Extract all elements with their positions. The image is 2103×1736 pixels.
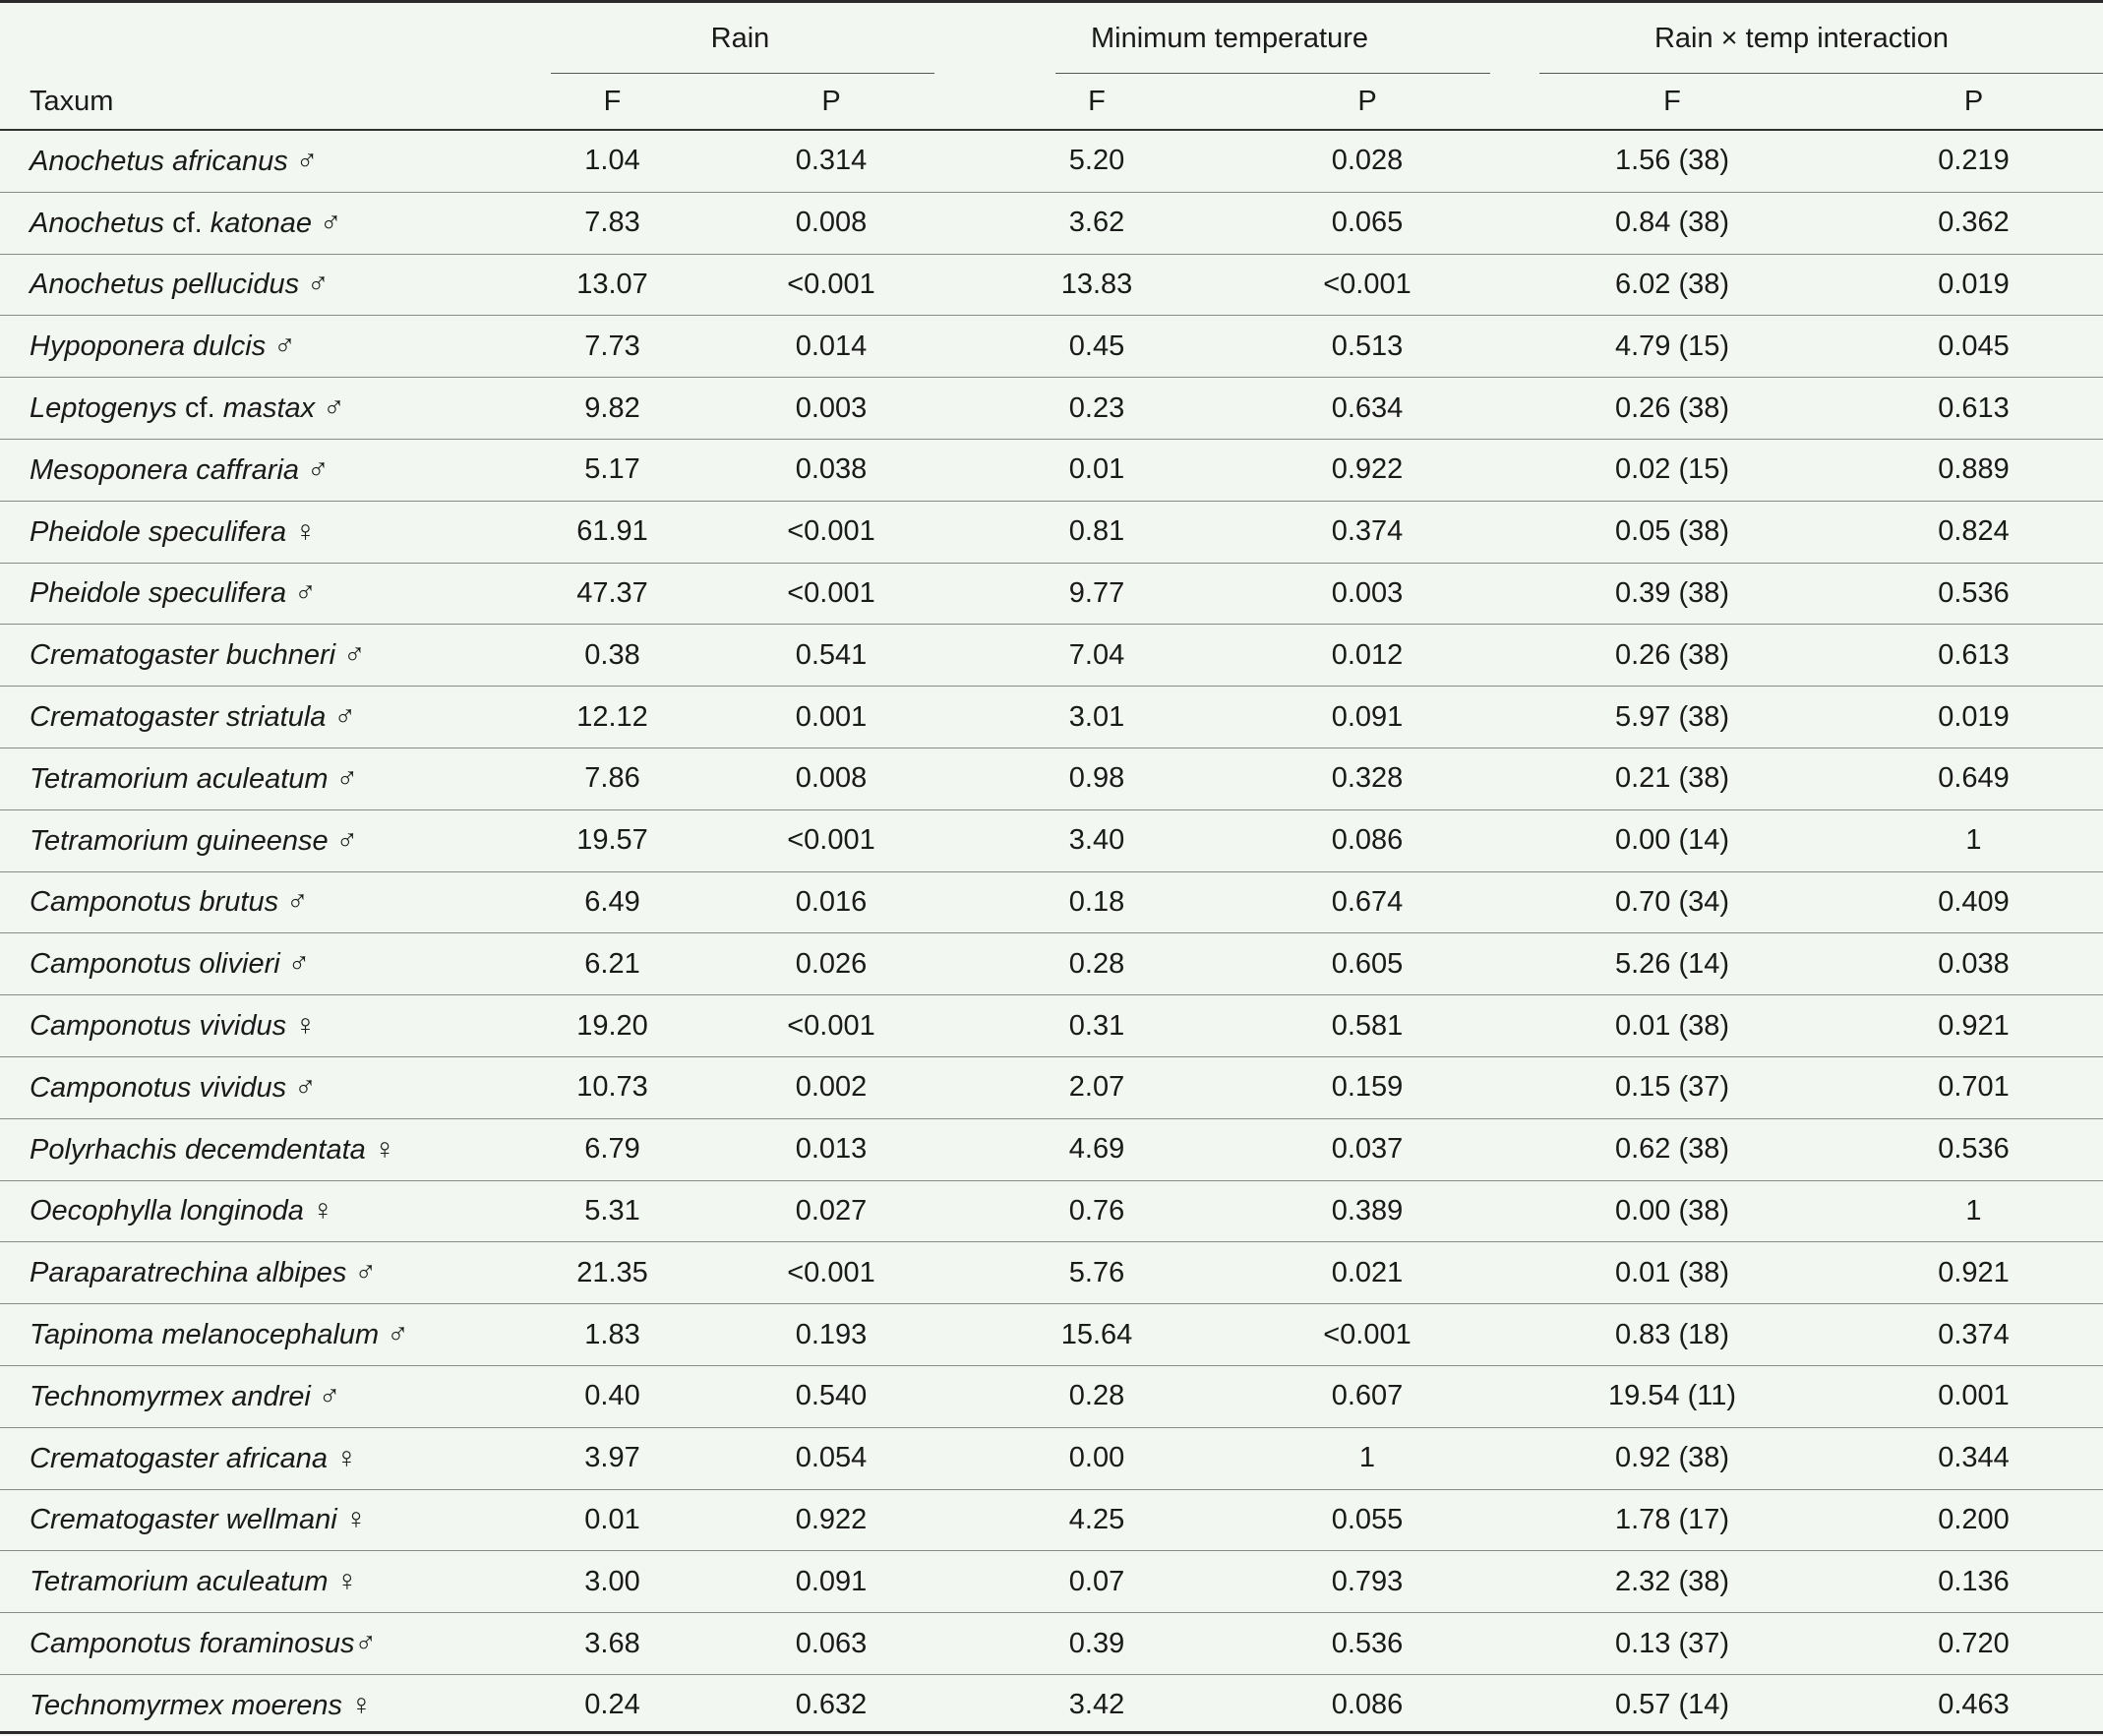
sex-symbol: ♂ [294,1070,317,1104]
temp-p-cell: 0.065 [1234,192,1500,254]
interaction-f-cell: 0.26 (38) [1500,625,1844,687]
temp-f-cell: 3.62 [959,192,1234,254]
temp-f-cell: 2.07 [959,1056,1234,1118]
interaction-f-cell: 5.97 (38) [1500,687,1844,748]
taxon-cell [0,995,521,1057]
table-row [0,130,2103,192]
sex-symbol: ♂ [320,206,342,239]
temp-p-cell: 0.607 [1234,1365,1500,1427]
temp-f-cell: 13.83 [959,254,1234,316]
interaction-f-cell: 0.70 (34) [1500,871,1844,933]
taxon-cell [0,563,521,625]
interaction-f-header: F [1500,74,1844,130]
temp-f-cell: 5.76 [959,1242,1234,1304]
sex-symbol: ♂ [307,268,330,301]
interaction-group-rule [1539,73,2103,74]
taxon-cell [0,1427,521,1489]
interaction-f-cell: 4.79 (15) [1500,316,1844,378]
taxon-cell [0,316,521,378]
rain-p-cell: <0.001 [703,563,959,625]
taxon-name: Tetramorium guineense [30,824,329,857]
taxon-cell [0,1613,521,1675]
table-row [0,687,2103,748]
min-temp-group-header [959,3,1500,74]
interaction-f-cell: 0.21 (38) [1500,748,1844,809]
interaction-p-cell: 0.701 [1844,1056,2103,1118]
sex-symbol: ♂ [323,391,345,425]
rain-p-cell: 0.193 [703,1304,959,1366]
temp-f-cell: 7.04 [959,625,1234,687]
taxon-name: Camponotus olivieri [30,948,280,981]
temp-p-cell: <0.001 [1234,1304,1500,1366]
column-header-row [0,74,2103,130]
taxon-name: Leptogenys [30,392,177,425]
sex-symbol: ♂ [286,885,309,919]
temp-f-cell: 3.40 [959,809,1234,871]
rain-f-cell: 0.24 [584,1689,640,1721]
rain-f-cell: 5.17 [521,439,703,501]
temp-p-cell: 0.028 [1234,130,1500,192]
interaction-p-cell: 0.824 [1844,501,2103,563]
taxon-name: Hypoponera dulcis [30,330,267,363]
taxon-epithet: katonae [210,207,312,239]
taxon-name: Camponotus vividus [30,1071,287,1104]
taxon-cell [0,439,521,501]
taxon-column-header: Taxum [0,74,521,130]
interaction-f-cell: 0.01 (38) [1500,995,1844,1057]
temp-f-cell: 15.64 [959,1304,1234,1366]
sex-symbol: ♂ [354,1256,377,1289]
sex-symbol: ♀ [350,1688,373,1721]
interaction-p-cell: 0.613 [1844,625,2103,687]
interaction-f-cell: 1.78 (17) [1500,1489,1844,1551]
temp-f-cell: 0.18 [959,871,1234,933]
taxon-name: Tetramorium aculeatum [30,1566,329,1598]
taxon-qualifier: cf. [164,207,210,239]
taxon-name: Technomyrmex moerens [30,1689,343,1721]
temp-p-cell: 0.793 [1234,1551,1500,1613]
sex-symbol: ♂ [387,1318,409,1351]
temp-p-cell: 0.374 [1234,501,1500,563]
table-row [0,995,2103,1057]
rain-p-cell: 0.054 [703,1427,959,1489]
interaction-p-cell: 0.344 [1844,1427,2103,1489]
temp-p-cell: 0.536 [1234,1613,1500,1675]
temp-p-cell: 0.634 [1234,378,1500,440]
taxon-cell [0,378,521,440]
table-row [0,1242,2103,1304]
rain-f-cell: 3.97 [521,1427,703,1489]
table-row [0,625,2103,687]
temp-f-cell: 3.42 [1068,1689,1125,1721]
temp-p-cell: 0.055 [1234,1489,1500,1551]
taxon-cell [0,748,521,809]
temp-f-cell: 3.01 [959,687,1234,748]
interaction-group-header [1500,3,2103,74]
rain-p-header: P [703,74,959,130]
table-body [0,130,2103,1736]
interaction-f-cell: 0.84 (38) [1500,192,1844,254]
table-row [0,809,2103,871]
taxon-name: Anochetus africanus [30,145,288,177]
table-row [0,1551,2103,1613]
taxon-cell [0,1674,521,1735]
interaction-p-cell: 0.921 [1844,1242,2103,1304]
interaction-f-cell: 0.39 (38) [1500,563,1844,625]
taxon-name: Anochetus pellucidus [30,269,300,301]
rain-p-cell: 0.922 [703,1489,959,1551]
temp-f-header: F [959,74,1234,130]
table-row [0,1056,2103,1118]
table-header [0,3,2103,130]
interaction-f-cell: 0.57 (14) [1614,1689,1730,1721]
taxon-cell [0,1304,521,1366]
rain-f-cell: 6.79 [521,1118,703,1180]
temp-p-cell: 0.328 [1234,748,1500,809]
rain-p-cell: <0.001 [703,809,959,871]
interaction-p-cell: 0.409 [1844,871,2103,933]
rain-f-cell: 47.37 [521,563,703,625]
sex-symbol: ♂ [333,700,356,734]
interaction-p-header: P [1844,74,2103,130]
taxon-name: Crematogaster striatula [30,701,327,734]
taxon-cell [0,1056,521,1118]
temp-f-cell: 0.76 [959,1180,1234,1242]
table-row [0,933,2103,995]
temp-f-cell: 0.31 [959,995,1234,1057]
rain-f-cell: 19.20 [521,995,703,1057]
taxon-cell [0,1242,521,1304]
rain-group-rule [551,73,934,74]
temp-f-cell: 0.98 [959,748,1234,809]
table-row [0,1365,2103,1427]
rain-group-header [521,3,959,74]
sex-symbol: ♂ [294,576,317,610]
interaction-p-cell: 0.045 [1844,316,2103,378]
taxon-cell [0,625,521,687]
sex-symbol: ♂ [287,947,311,981]
temp-p-cell: 0.086 [1331,1689,1404,1721]
rain-f-cell: 0.01 [521,1489,703,1551]
interaction-p-cell: 0.536 [1844,1118,2103,1180]
taxon-cell [0,933,521,995]
taxon-cell [0,501,521,563]
taxon-cell [0,809,521,871]
rain-f-cell: 13.07 [521,254,703,316]
rain-f-cell: 0.40 [521,1365,703,1427]
temp-f-cell: 4.25 [959,1489,1234,1551]
rain-f-cell: 7.83 [521,192,703,254]
taxon-cell [0,254,521,316]
interaction-f-cell: 0.83 (18) [1500,1304,1844,1366]
interaction-p-cell: 0.019 [1844,687,2103,748]
temp-p-cell: 0.003 [1234,563,1500,625]
rain-p-cell: 0.540 [703,1365,959,1427]
table-row [0,192,2103,254]
interaction-p-cell: 0.613 [1844,378,2103,440]
temp-p-cell: 0.037 [1234,1118,1500,1180]
table-row [0,316,2103,378]
interaction-f-cell: 19.54 (11) [1500,1365,1844,1427]
interaction-p-cell: 0.921 [1844,995,2103,1057]
sex-symbol: ♂ [273,329,296,363]
taxon-cell [0,1365,521,1427]
interaction-p-cell: 0.536 [1844,563,2103,625]
rain-f-cell: 19.57 [521,809,703,871]
rain-p-cell: 0.038 [703,439,959,501]
interaction-p-cell: 1 [1844,1180,2103,1242]
rain-f-cell: 12.12 [521,687,703,748]
sex-symbol: ♀ [335,1565,359,1598]
rain-f-header: F [521,74,703,130]
rain-f-cell: 9.82 [521,378,703,440]
sex-symbol: ♂ [318,1379,341,1412]
rain-p-cell: 0.632 [795,1689,868,1721]
interaction-p-cell: 0.200 [1844,1489,2103,1551]
temp-p-cell: 0.086 [1234,809,1500,871]
min-temp-group-label: Minimum temperature [1090,23,1369,54]
taxon-name: Technomyrmex andrei [30,1380,311,1412]
interaction-f-cell: 6.02 (38) [1500,254,1844,316]
table-row [0,871,2103,933]
min-temp-group-rule [1055,73,1490,74]
interaction-p-cell: 0.038 [1844,933,2103,995]
rain-p-cell: 0.027 [703,1180,959,1242]
temp-f-cell: 0.28 [959,933,1234,995]
taxon-name: Anochetus [30,207,165,239]
temp-f-cell: 0.07 [959,1551,1234,1613]
temp-p-cell: 0.513 [1234,316,1500,378]
sex-symbol: ♀ [344,1503,368,1536]
taxon-name: Camponotus brutus [30,886,279,919]
rain-f-cell: 6.21 [521,933,703,995]
table-row [0,254,2103,316]
table-row [0,1118,2103,1180]
rain-f-cell: 3.68 [521,1613,703,1675]
taxon-cell [0,687,521,748]
sex-symbol: ♂ [354,1627,377,1660]
interaction-p-cell: 1 [1844,809,2103,871]
rain-p-cell: <0.001 [703,1242,959,1304]
temp-f-cell: 0.81 [959,501,1234,563]
sex-symbol: ♀ [335,1441,358,1474]
temp-p-cell: 0.159 [1234,1056,1500,1118]
rain-p-cell: 0.002 [703,1056,959,1118]
rain-p-cell: 0.063 [703,1613,959,1675]
rain-group-label: Rain [710,23,770,54]
rain-p-cell: <0.001 [703,254,959,316]
rain-f-cell: 1.83 [521,1304,703,1366]
temp-f-cell: 0.39 [959,1613,1234,1675]
rain-p-cell: 0.001 [703,687,959,748]
table-row [0,378,2103,440]
sex-symbol: ♂ [335,823,359,857]
temp-p-cell: 0.922 [1234,439,1500,501]
sex-symbol: ♂ [343,638,366,672]
rain-p-cell: 0.008 [703,192,959,254]
taxon-name: Tetramorium aculeatum [30,762,329,795]
taxon-cell [0,1118,521,1180]
taxon-name: Pheidole speculifera [30,577,287,610]
sex-symbol: ♀ [294,1009,317,1043]
temp-p-cell: 0.021 [1234,1242,1500,1304]
sex-symbol: ♂ [335,761,359,795]
table-row [0,501,2103,563]
rain-f-cell: 7.86 [521,748,703,809]
temp-p-header: P [1234,74,1500,130]
interaction-f-cell: 0.00 (38) [1500,1180,1844,1242]
interaction-f-cell: 0.62 (38) [1500,1118,1844,1180]
temp-f-cell: 0.01 [959,439,1234,501]
temp-p-cell: 0.581 [1234,995,1500,1057]
taxon-cell [0,1489,521,1551]
temp-p-cell: 0.389 [1234,1180,1500,1242]
rain-p-cell: 0.014 [703,316,959,378]
sex-symbol: ♂ [307,452,330,486]
taxon-cell [0,1180,521,1242]
results-table [0,3,2103,1736]
taxon-name: Tapinoma melanocephalum [30,1319,380,1351]
temp-f-cell: 0.00 [959,1427,1234,1489]
sex-symbol: ♂ [295,144,319,177]
taxon-name: Oecophylla longinoda [30,1195,304,1227]
rain-p-cell: 0.314 [703,130,959,192]
taxon-cell [0,130,521,192]
rain-f-cell: 10.73 [521,1056,703,1118]
taxon-name: Mesoponera caffraria [30,453,300,486]
rain-p-cell: 0.013 [703,1118,959,1180]
rain-f-cell: 61.91 [521,501,703,563]
table-row [0,1427,2103,1489]
interaction-f-cell: 0.02 (15) [1500,439,1844,501]
interaction-f-cell: 0.13 (37) [1500,1613,1844,1675]
temp-f-cell: 0.28 [959,1365,1234,1427]
rain-p-cell: 0.091 [703,1551,959,1613]
rain-p-cell: 0.026 [703,933,959,995]
rain-p-cell: <0.001 [703,995,959,1057]
temp-p-cell: 0.012 [1234,625,1500,687]
interaction-f-cell: 0.00 (14) [1500,809,1844,871]
rain-f-cell: 5.31 [521,1180,703,1242]
temp-f-cell: 9.77 [959,563,1234,625]
temp-p-cell: 0.674 [1234,871,1500,933]
sex-symbol: ♀ [373,1132,396,1166]
rain-f-cell: 7.73 [521,316,703,378]
temp-p-cell: <0.001 [1234,254,1500,316]
temp-p-cell: 0.091 [1234,687,1500,748]
interaction-group-label: Rain × temp interaction [1653,23,1950,54]
taxon-cell [0,1551,521,1613]
interaction-p-cell: 0.362 [1844,192,2103,254]
interaction-p-cell: 0.019 [1844,254,2103,316]
interaction-p-cell: 0.374 [1844,1304,2103,1366]
interaction-p-cell: 0.136 [1844,1551,2103,1613]
temp-f-cell: 0.23 [959,378,1234,440]
interaction-f-cell: 1.56 (38) [1500,130,1844,192]
taxon-name: Crematogaster africana [30,1442,329,1474]
group-header-row [0,3,2103,74]
interaction-f-cell: 0.05 (38) [1500,501,1844,563]
rain-p-cell: 0.003 [703,378,959,440]
interaction-f-cell: 0.15 (37) [1500,1056,1844,1118]
rain-f-cell: 3.00 [521,1551,703,1613]
table-row [0,1180,2103,1242]
interaction-f-cell: 2.32 (38) [1500,1551,1844,1613]
taxon-cell [0,192,521,254]
table-row [0,1489,2103,1551]
interaction-f-cell: 0.92 (38) [1500,1427,1844,1489]
interaction-p-cell: 0.001 [1844,1365,2103,1427]
rain-p-cell: 0.541 [703,625,959,687]
temp-f-cell: 4.69 [959,1118,1234,1180]
taxon-name: Crematogaster buchneri [30,639,336,672]
temp-f-cell: 0.45 [959,316,1234,378]
rain-f-cell: 21.35 [521,1242,703,1304]
rain-p-cell: 0.008 [703,748,959,809]
interaction-f-cell: 0.26 (38) [1500,378,1844,440]
interaction-f-cell: 0.01 (38) [1500,1242,1844,1304]
rain-f-cell: 1.04 [521,130,703,192]
temp-p-cell: 1 [1234,1427,1500,1489]
interaction-p-cell: 0.649 [1844,748,2103,809]
table-row [0,1674,2103,1735]
taxon-name: Crematogaster wellmani [30,1504,337,1536]
interaction-p-cell: 0.463 [1938,1689,2010,1721]
interaction-p-cell: 0.219 [1844,130,2103,192]
taxon-name: Camponotus foraminosus [30,1628,355,1660]
table-row [0,748,2103,809]
taxon-name: Paraparatrechina albipes [30,1257,347,1289]
interaction-f-cell: 5.26 (14) [1500,933,1844,995]
rain-p-cell: <0.001 [703,501,959,563]
temp-p-cell: 0.605 [1234,933,1500,995]
table-row [0,1613,2103,1675]
taxon-name: Pheidole speculifera [30,515,287,548]
taxon-cell [0,871,521,933]
taxon-epithet: mastax [222,392,316,425]
table-row [0,1304,2103,1366]
taxon-qualifier: cf. [176,392,223,425]
table-row [0,439,2103,501]
sex-symbol: ♀ [294,514,317,548]
rain-f-cell: 6.49 [521,871,703,933]
taxon-group-spacer [0,3,521,74]
rain-p-cell: 0.016 [703,871,959,933]
rain-f-cell: 0.38 [521,625,703,687]
interaction-p-cell: 0.889 [1844,439,2103,501]
taxon-name: Polyrhachis decemdentata [30,1133,366,1166]
temp-f-cell: 5.20 [959,130,1234,192]
interaction-p-cell: 0.720 [1844,1613,2103,1675]
sex-symbol: ♀ [312,1194,334,1227]
taxon-name: Camponotus vividus [30,1010,287,1043]
table-row [0,563,2103,625]
